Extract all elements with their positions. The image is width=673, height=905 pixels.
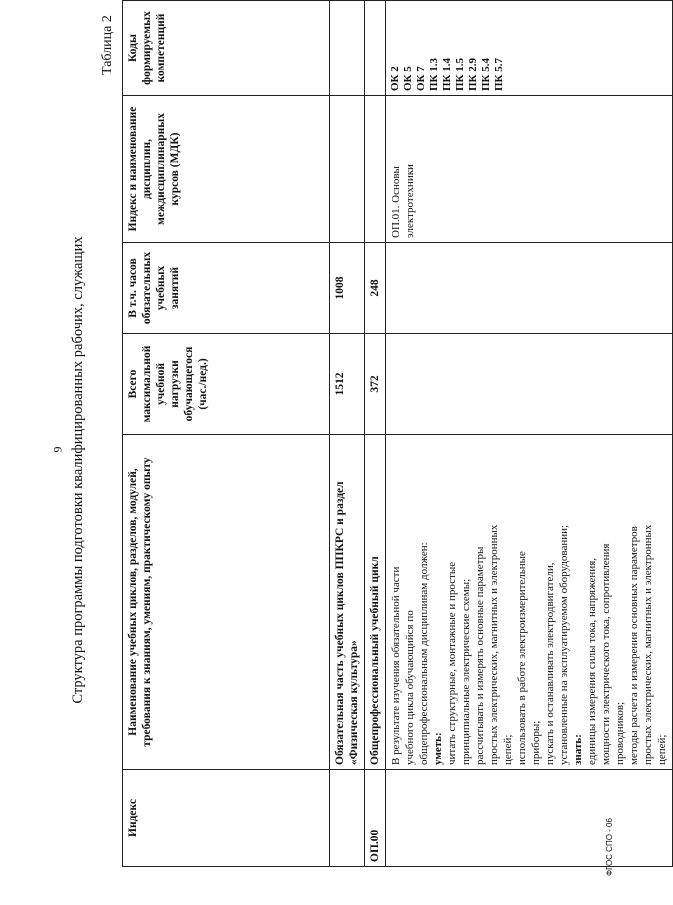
requirement-line: учебного цикла обучающийся по: [404, 610, 416, 765]
requirement-line: единицы измерения силы тока, напряжения,: [586, 557, 598, 765]
cell-mandatory: 248: [365, 243, 386, 334]
table-header-row: [123, 1, 330, 867]
requirement-line: использовать в работе электроизмерительные: [516, 551, 528, 765]
requirement-line: мощности электрического тока, сопротивления: [600, 543, 612, 765]
cell-name: Общепрофессиональный учебный цикл: [365, 435, 386, 770]
header-discipline: Индекс и наименование дисциплин, междисциплинарных курсов (МДК): [123, 96, 330, 243]
requirement-line: установленные на эксплуатируемом оборудовании;: [558, 524, 570, 765]
competency-code: ОК 5: [402, 66, 414, 91]
cell-codes: [386, 1, 673, 96]
cell-name: Обязательная часть учебных циклов ППКРС и раздел «Физическая культура»: [330, 435, 365, 770]
requirement-line: пускать и останавливать электродвигатели,: [544, 562, 556, 765]
requirement-line: приборы;: [530, 720, 542, 765]
cell-mandatory: 1008: [330, 243, 365, 334]
structure-table: [122, 0, 673, 867]
footer-code: ФГОС СПО - 06: [605, 818, 614, 876]
requirement-line: простых электрических, магнитных и электронных: [488, 524, 500, 765]
cell-total: [386, 334, 673, 435]
cell-index: [330, 770, 365, 867]
cell-codes: [365, 1, 386, 96]
requirement-line: методы расчета и измерения основных параметров: [628, 526, 640, 765]
requirement-line: рассчитывать и измерять основные параметры: [474, 546, 486, 765]
cell-mandatory: [386, 243, 673, 334]
document-title: Структура программы подготовки квалифицированных рабочих, служащих: [70, 236, 86, 704]
requirement-line: проводников;: [614, 701, 626, 765]
cell-index: [386, 770, 673, 867]
cell-codes: [330, 1, 365, 96]
competency-code: ПК 2.9: [467, 57, 479, 91]
requirement-line: цепей;: [502, 734, 514, 765]
header-codes: Коды формируемых компетенций: [123, 1, 330, 96]
competency-code: ПК 1.3: [428, 57, 440, 91]
competency-code: ОК 2: [389, 66, 401, 91]
header-name: Наименование учебных циклов, разделов, модулей, требования к знаниям, умениям, практическому опыту: [123, 435, 330, 770]
header-index: Индекс: [123, 770, 330, 867]
cell-index: ОП.00: [365, 770, 386, 867]
table-row-mandatory: [330, 1, 365, 867]
requirement-line: общепрофессиональным дисциплинам должен:: [418, 542, 430, 765]
header-mandatory: В т.ч. часов обязательных учебных занятий: [123, 243, 330, 334]
table-row-op: [365, 1, 386, 867]
requirement-line: уметь:: [432, 732, 444, 765]
competency-code: ПК 5.4: [480, 57, 492, 91]
cell-discipline: [365, 96, 386, 243]
page-number: 9: [50, 446, 65, 453]
table-caption: Таблица 2: [100, 15, 115, 75]
table-row-content: [386, 1, 673, 867]
competency-code: ПК 1.5: [454, 57, 466, 91]
competency-code: ПК 1.4: [441, 57, 453, 91]
requirement-line: знать:: [572, 734, 584, 765]
cell-total: 1512: [330, 334, 365, 435]
competency-code: ПК 5.7: [493, 57, 505, 91]
cell-requirements: [386, 435, 673, 770]
cell-discipline: ОП.01. Основы электротехники: [386, 96, 673, 243]
cell-discipline: [330, 96, 365, 243]
requirement-line: простых электрических, магнитных и электронных: [642, 524, 654, 765]
competency-code: ОК 7: [415, 66, 427, 91]
requirement-line: цепей;: [656, 734, 668, 765]
requirement-line: читать структурные, монтажные и простые: [446, 561, 458, 765]
header-total: Всего максимальной учебной нагрузки обучающегося (час./нед.): [123, 334, 330, 435]
requirement-line: В результате изучения обязательной части: [390, 566, 402, 765]
cell-total: 372: [365, 334, 386, 435]
requirement-line: принципиальные электрические схемы;: [460, 578, 472, 765]
